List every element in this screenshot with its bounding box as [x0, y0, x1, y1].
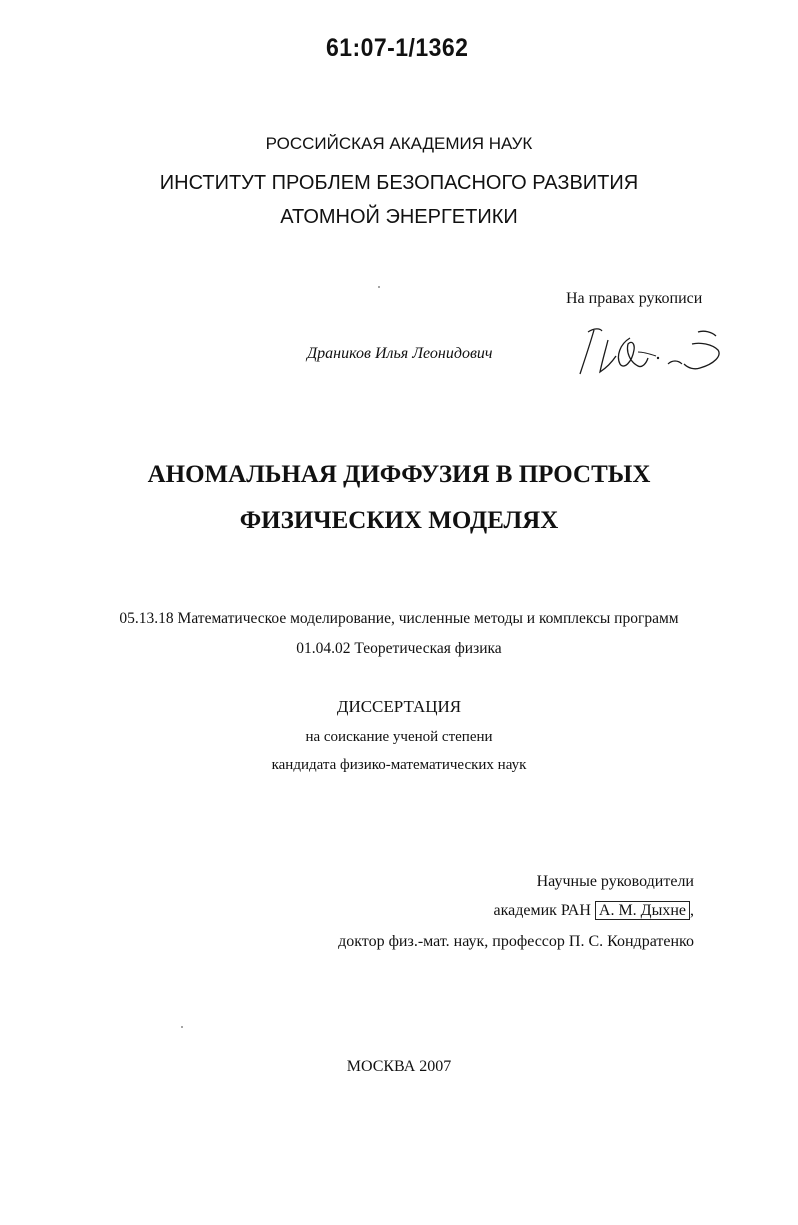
advisor-1 [493, 902, 694, 920]
specialty-code-2: 01.04.02 Теоретическая физика [296, 640, 502, 657]
advisor-2: доктор физ.-мат. наук, профессор П. С. Кондратенко [338, 933, 694, 950]
dissertation-title-line-1: АНОМАЛЬНАЯ ДИФФУЗИЯ В ПРОСТЫХ [147, 461, 651, 488]
advisor-1-name-boxed: А. М. Дыхне [595, 901, 690, 920]
institute-name-line-2: АТОМНОЙ ЭНЕРГЕТИКИ [280, 206, 518, 228]
document-type: ДИССЕРТАЦИЯ [336, 697, 462, 716]
library-code-number: 61:07-1/1362 [326, 34, 469, 62]
author-name: Драников Илья Леонидович [307, 345, 493, 362]
degree-purpose-line-1: на соискание ученой степени [305, 729, 493, 745]
dissertation-title-line-2: ФИЗИЧЕСКИХ МОДЕЛЯХ [239, 507, 559, 534]
advisor-1-title: академик РАН [493, 902, 591, 919]
advisors-heading: Научные руководители [536, 873, 694, 890]
author-signature [572, 322, 728, 382]
institute-name-line-1: ИНСТИТУТ ПРОБЛЕМ БЕЗОПАСНОГО РАЗВИТИЯ [159, 172, 639, 194]
degree-purpose-line-2: кандидата физико-математических наук [271, 757, 527, 773]
scan-speck [181, 1026, 183, 1028]
city-and-year: МОСКВА 2007 [346, 1058, 452, 1075]
academy-name: РОССИЙСКАЯ АКАДЕМИЯ НАУК [265, 134, 533, 153]
manuscript-rights-note: На правах рукописи [566, 290, 703, 307]
scan-speck [378, 286, 380, 288]
specialty-code-1: 05.13.18 Математическое моделирование, численные методы и комплексы программ [119, 610, 679, 627]
advisor-1-suffix: , [690, 902, 694, 919]
